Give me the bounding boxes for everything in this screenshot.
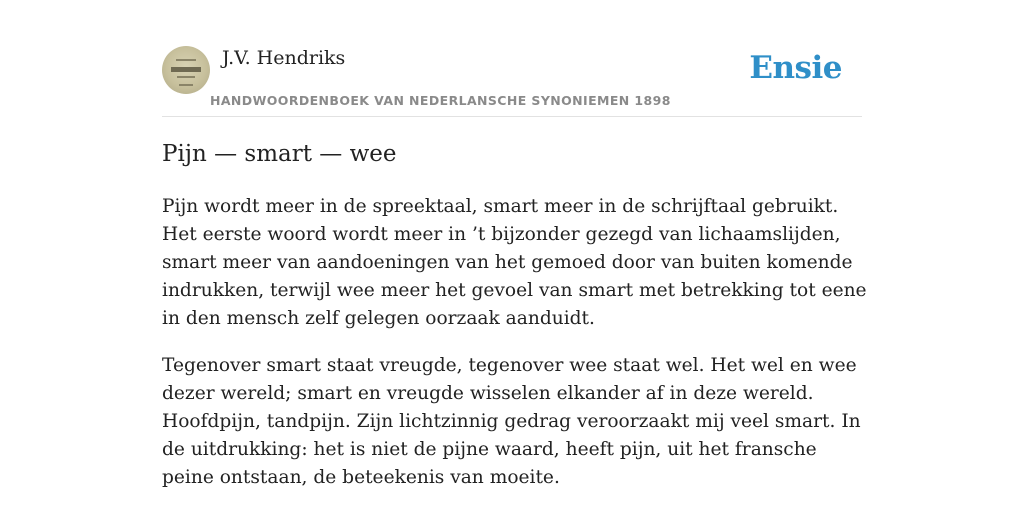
author-name[interactable]: J.V. Hendriks xyxy=(222,47,346,69)
header xyxy=(162,44,862,117)
article-body xyxy=(162,193,867,511)
cover-title-band xyxy=(171,67,201,72)
paragraph: Pijn wordt meer in de spreektaal, smart meer in de schrijftaal gebruikt. Het eerste woord wordt meer in ’t bijzonder gezegd van lichaamslijden, smart meer van aandoeningen van het gemoed door van buiten komende indrukken, terwijl wee meer het gevoel van smart met betrekking tot eene in den mensch zelf gelegen oorzaak aanduidt. xyxy=(162,196,867,329)
cover-line xyxy=(179,84,193,86)
avatar[interactable] xyxy=(162,46,210,94)
cover-line xyxy=(176,59,196,61)
cover-line xyxy=(177,76,195,78)
page-title: Pijn — smart — wee xyxy=(162,141,397,167)
brand-logo[interactable]: Ensie xyxy=(749,50,842,86)
source-title[interactable]: HANDWOORDENBOEK VAN NEDERLANSCHE SYNONIEMEN 1898 xyxy=(210,93,671,108)
paragraph: Tegenover smart staat vreugde, tegenover wee staat wel. Het wel en wee dezer wereld; smart en vreugde wisselen elkander af in deze wereld. Hoofdpijn, tandpijn. Zijn lichtzinnig gedrag veroorzaakt mij veel smart. In de uitdrukking: het is niet de pijne waard, heeft pijn, uit het fransche peine ontstaan, de beteekenis van moeite. xyxy=(162,355,861,488)
